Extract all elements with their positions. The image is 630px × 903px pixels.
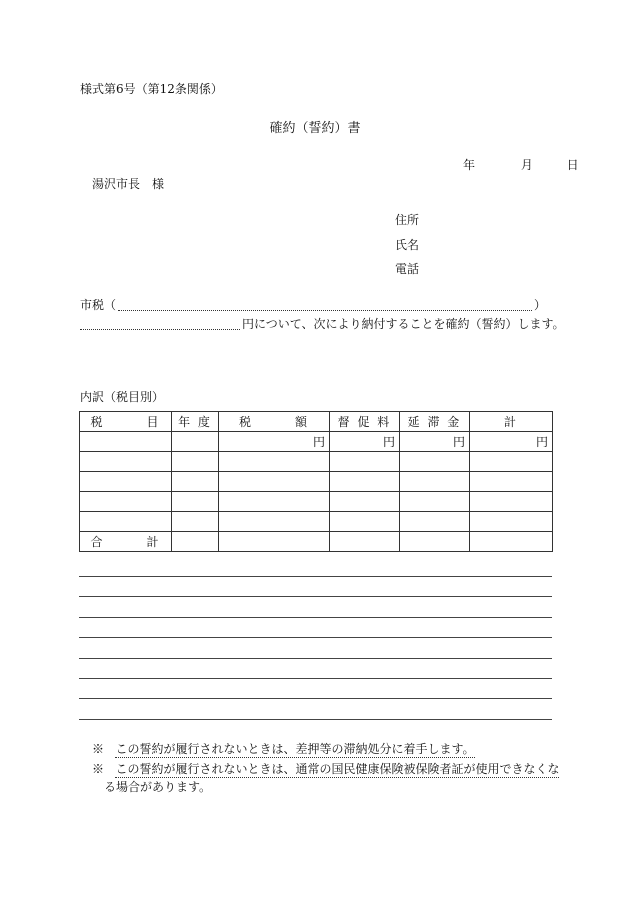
table-total-row: [80, 532, 553, 552]
table-cell[interactable]: [400, 472, 470, 492]
table-cell[interactable]: [172, 512, 219, 532]
address-label: 住所: [395, 213, 420, 227]
pledge-text: 円について、次により納付することを確約（誓約）します。: [242, 317, 565, 331]
table-cell[interactable]: [80, 472, 172, 492]
note-text: この誓約が履行されないときは、通常の国民健康保険被保険者証が使用できなくな: [115, 762, 560, 776]
table-cell[interactable]: [80, 432, 172, 452]
month-label: 月: [520, 158, 533, 172]
table-cell[interactable]: [330, 532, 400, 552]
day-label: 日: [566, 158, 579, 172]
pledge-line: [80, 315, 565, 332]
yen-unit[interactable]: 円: [400, 432, 470, 452]
table-cell[interactable]: [172, 452, 219, 472]
table-cell[interactable]: [330, 472, 400, 492]
table-cell[interactable]: [400, 512, 470, 532]
table-cell[interactable]: [172, 532, 219, 552]
table-cell[interactable]: [400, 492, 470, 512]
note-mark: ※: [92, 742, 105, 756]
phone-label: 電話: [395, 262, 420, 276]
table-cell[interactable]: [470, 452, 553, 472]
writing-line[interactable]: [79, 678, 552, 679]
table-cell[interactable]: [330, 492, 400, 512]
tax-prefix: 市税（: [80, 298, 117, 312]
writing-line[interactable]: [79, 658, 552, 659]
table-cell[interactable]: [172, 492, 219, 512]
note-2: [92, 760, 559, 777]
form-number: 様式第6号（第12条関係）: [80, 82, 223, 96]
table-cell[interactable]: [330, 452, 400, 472]
addressee: 湯沢市長 様: [92, 177, 165, 191]
table-row: [80, 492, 553, 512]
header-late-fee: 延 滞 金: [400, 412, 470, 432]
table-cell[interactable]: [219, 532, 330, 552]
header-tax-item: 税 目: [80, 412, 172, 432]
yen-unit[interactable]: 円: [330, 432, 400, 452]
table-cell[interactable]: [80, 452, 172, 472]
amount-blank[interactable]: [80, 317, 240, 330]
table-cell[interactable]: [219, 492, 330, 512]
table-cell[interactable]: [219, 472, 330, 492]
name-label: 氏名: [395, 238, 420, 252]
writing-line[interactable]: [79, 719, 552, 720]
table-cell[interactable]: [80, 492, 172, 512]
tax-close-paren: ）: [533, 298, 546, 312]
breakdown-title: 内訳（税目別）: [80, 390, 165, 404]
header-reminder-fee: 督 促 料: [330, 412, 400, 432]
tax-detail-blank[interactable]: [118, 298, 532, 311]
writing-line[interactable]: [79, 637, 552, 638]
note-mark: ※: [92, 762, 105, 776]
table-cell[interactable]: [400, 452, 470, 472]
year-label: 年: [463, 158, 476, 172]
table-cell[interactable]: [400, 532, 470, 552]
writing-line[interactable]: [79, 576, 552, 577]
table-cell[interactable]: [470, 512, 553, 532]
header-total: 計: [470, 412, 553, 432]
table-cell[interactable]: [80, 512, 172, 532]
note-2-continuation: [104, 778, 211, 795]
header-tax-amount: 税 額: [219, 412, 330, 432]
yen-unit[interactable]: 円: [219, 432, 330, 452]
table-cell[interactable]: [330, 512, 400, 532]
note-text: る場合があります。: [104, 780, 212, 794]
table-row: [80, 472, 553, 492]
tax-amount-line: [80, 296, 546, 313]
total-label: 合 計: [80, 532, 172, 552]
tax-breakdown-table: [79, 411, 553, 552]
table-cell[interactable]: [470, 532, 553, 552]
table-header-row: [80, 412, 553, 432]
document-title: 確約（誓約）書: [269, 121, 361, 136]
writing-line[interactable]: [79, 617, 552, 618]
yen-unit[interactable]: 円: [470, 432, 553, 452]
table-row: [80, 452, 553, 472]
header-fiscal-year: 年 度: [172, 412, 219, 432]
table-cell[interactable]: [219, 452, 330, 472]
table-cell[interactable]: [219, 512, 330, 532]
table-cell[interactable]: [172, 472, 219, 492]
writing-line[interactable]: [79, 596, 552, 597]
date-line: [463, 156, 579, 173]
writing-line[interactable]: [79, 698, 552, 699]
table-cell[interactable]: [470, 492, 553, 512]
table-cell[interactable]: [470, 472, 553, 492]
note-text: この誓約が履行されないときは、差押等の滞納処分に着手します。: [115, 742, 475, 756]
table-cell[interactable]: [172, 432, 219, 452]
table-row: [80, 432, 553, 452]
table-row: [80, 512, 553, 532]
note-1: [92, 740, 475, 757]
